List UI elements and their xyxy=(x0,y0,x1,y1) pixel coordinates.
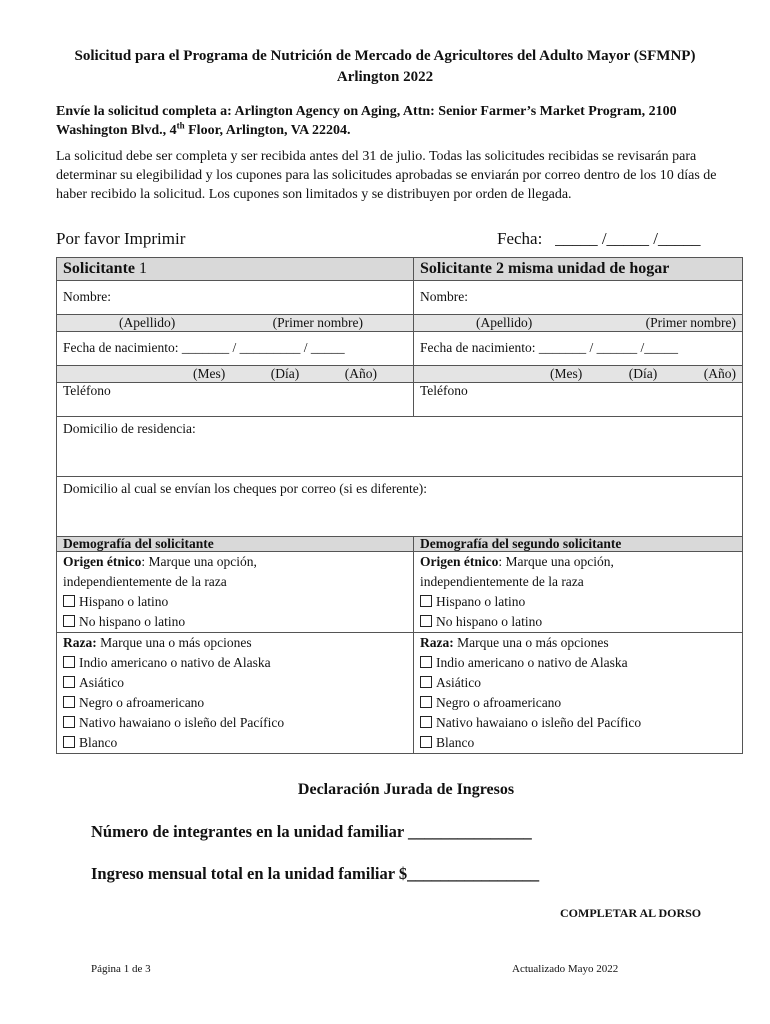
send-to-address xyxy=(56,102,746,140)
demographics-2-header: Demografía del segundo solicitante xyxy=(414,537,743,552)
dob-label: Fecha de nacimiento: _______ / _________ / _____ xyxy=(63,340,345,355)
option-label: Nativo hawaiano o isleño del Pacífico xyxy=(436,715,642,730)
print-instruction: Por favor Imprimir xyxy=(56,229,186,248)
checkbox-icon[interactable] xyxy=(420,716,432,728)
last-name-label: (Apellido) xyxy=(476,315,533,330)
checkbox-option[interactable] xyxy=(420,733,736,753)
applicant-2-phone-field[interactable] xyxy=(414,383,743,417)
checkbox-icon[interactable] xyxy=(63,615,75,627)
ethnic-section-2 xyxy=(414,552,743,633)
ethnic-section-1 xyxy=(57,552,414,633)
checkbox-option[interactable] xyxy=(420,673,736,693)
applicant-2-label: Solicitante 2 misma unidad de hogar xyxy=(420,260,670,277)
checkbox-icon[interactable] xyxy=(420,656,432,668)
checkbox-option[interactable] xyxy=(420,653,736,673)
name-label: Nombre: xyxy=(420,289,468,304)
applicant-table xyxy=(56,257,743,754)
phone-label: Teléfono xyxy=(63,383,111,398)
mailing-address-field[interactable] xyxy=(57,477,743,537)
applicant-1-dob-field[interactable] xyxy=(57,332,414,366)
month-label: (Mes) xyxy=(193,366,226,381)
applicant-1-label: Solicitante xyxy=(63,260,135,277)
year-label: (Año) xyxy=(344,366,377,381)
option-label: Negro o afroamericano xyxy=(79,695,205,710)
checkbox-option[interactable] xyxy=(63,653,407,673)
day-label: (Día) xyxy=(628,366,658,381)
option-label: Asiático xyxy=(79,675,124,690)
ethnic-instruction-2: independientemente de la raza xyxy=(420,574,584,589)
month-label: (Mes) xyxy=(550,366,583,381)
demographics-1-header: Demografía del solicitante xyxy=(57,537,414,552)
first-name-label: (Primer nombre) xyxy=(645,315,736,330)
year-label: (Año) xyxy=(703,366,736,381)
option-label: Blanco xyxy=(79,735,118,750)
applicant-2-name-sublabels xyxy=(414,315,743,332)
monthly-income-field[interactable]: Ingreso mensual total en la unidad familiar $________________ xyxy=(91,864,540,883)
form-title: Solicitud para el Programa de Nutrición de Mercado de Agricultores del Adulto Mayor (SFMNP) Arlington 2022 xyxy=(74,48,696,85)
option-label: Indio americano o nativo de Alaska xyxy=(79,655,271,670)
race-section-2 xyxy=(414,633,743,754)
applicant-2-dob-sublabels xyxy=(414,366,743,383)
checkbox-icon[interactable] xyxy=(63,656,75,668)
dob-label: Fecha de nacimiento: _______ / ______ /_____ xyxy=(420,340,678,355)
applicant-1-name-field[interactable] xyxy=(57,281,414,315)
option-label: No hispano o latino xyxy=(79,614,186,629)
intro-paragraph: La solicitud debe ser completa y ser recibida antes del 31 de julio. Todas las solicitudes recibidas se revisarán para determinar su elegibilidad y los cupones para las solicitudes aprobadas se enviarán por correo dentro de los 10 días de haber recibido la solicitud. Los cupones son limitados y se distribuyen por orden de llegada. xyxy=(56,149,717,202)
option-label: Asiático xyxy=(436,675,481,690)
send-to-text: Envíe la solicitud completa a: Arlington Agency on Aging, Attn: Senior Farmer’s Market Program, 2100 Washington Blvd., 4 xyxy=(56,104,677,138)
income-section-title: Declaración Jurada de Ingresos xyxy=(297,781,515,798)
complete-back-note: COMPLETAR AL DORSO xyxy=(560,906,702,920)
applicant-2-header xyxy=(414,258,743,281)
household-members-field[interactable]: Número de integrantes en la unidad familiar _______________ xyxy=(91,822,532,841)
date-field[interactable]: Fecha: _____ /_____ /_____ xyxy=(497,229,701,248)
race-section-1 xyxy=(57,633,414,754)
checkbox-icon[interactable] xyxy=(420,615,432,627)
checkbox-icon[interactable] xyxy=(420,696,432,708)
name-label: Nombre: xyxy=(63,289,111,304)
race-label: Raza: xyxy=(420,635,454,650)
checkbox-option[interactable] xyxy=(63,733,407,753)
checkbox-icon[interactable] xyxy=(420,595,432,607)
last-name-label: (Apellido) xyxy=(119,315,176,330)
checkbox-icon[interactable] xyxy=(63,595,75,607)
ethnic-instruction: : Marque una opción, xyxy=(498,554,614,569)
race-instruction: Marque una o más opciones xyxy=(453,635,609,650)
send-to-text-end: Floor, Arlington, VA 22204. xyxy=(184,123,351,138)
checkbox-icon[interactable] xyxy=(63,696,75,708)
option-label: Blanco xyxy=(436,735,475,750)
ethnic-instruction: : Marque una opción, xyxy=(141,554,257,569)
ethnic-instruction-2: independientemente de la raza xyxy=(63,574,227,589)
checkbox-option[interactable] xyxy=(63,612,407,632)
checkbox-option[interactable] xyxy=(420,713,736,733)
option-label: Hispano o latino xyxy=(436,594,526,609)
residence-address-field[interactable] xyxy=(57,417,743,477)
checkbox-icon[interactable] xyxy=(63,676,75,688)
checkbox-option[interactable] xyxy=(63,592,407,612)
checkbox-icon[interactable] xyxy=(63,716,75,728)
option-label: Negro o afroamericano xyxy=(436,695,562,710)
ethnic-label: Origen étnico xyxy=(420,554,499,569)
checkbox-icon[interactable] xyxy=(63,736,75,748)
race-instruction: Marque una o más opciones xyxy=(96,635,252,650)
checkbox-icon[interactable] xyxy=(420,736,432,748)
updated-date: Actualizado Mayo 2022 xyxy=(512,963,619,975)
phone-label: Teléfono xyxy=(420,383,468,398)
option-label: Nativo hawaiano o isleño del Pacífico xyxy=(79,715,285,730)
checkbox-option[interactable] xyxy=(63,693,407,713)
applicant-2-name-field[interactable] xyxy=(414,281,743,315)
checkbox-option[interactable] xyxy=(420,693,736,713)
checkbox-option[interactable] xyxy=(63,713,407,733)
applicant-1-number: 1 xyxy=(135,260,147,277)
applicant-1-dob-sublabels xyxy=(57,366,414,383)
applicant-2-dob-field[interactable] xyxy=(414,332,743,366)
applicant-1-phone-field[interactable] xyxy=(57,383,414,417)
option-label: Indio americano o nativo de Alaska xyxy=(436,655,628,670)
checkbox-option[interactable] xyxy=(63,673,407,693)
checkbox-option[interactable] xyxy=(420,612,736,632)
race-label: Raza: xyxy=(63,635,97,650)
applicant-1-header xyxy=(57,258,414,281)
option-label: Hispano o latino xyxy=(79,594,169,609)
residence-label: Domicilio de residencia: xyxy=(63,421,196,436)
mailing-label: Domicilio al cual se envían los cheques por correo (si es diferente): xyxy=(63,481,427,496)
ethnic-label: Origen étnico xyxy=(63,554,142,569)
send-to-superscript: th xyxy=(176,120,185,131)
applicant-1-name-sublabels xyxy=(57,315,414,332)
checkbox-option[interactable] xyxy=(420,592,736,612)
option-label: No hispano o latino xyxy=(436,614,543,629)
checkbox-icon[interactable] xyxy=(420,676,432,688)
day-label: (Día) xyxy=(270,366,300,381)
first-name-label: (Primer nombre) xyxy=(272,315,363,330)
page-number: Página 1 de 3 xyxy=(91,963,151,975)
